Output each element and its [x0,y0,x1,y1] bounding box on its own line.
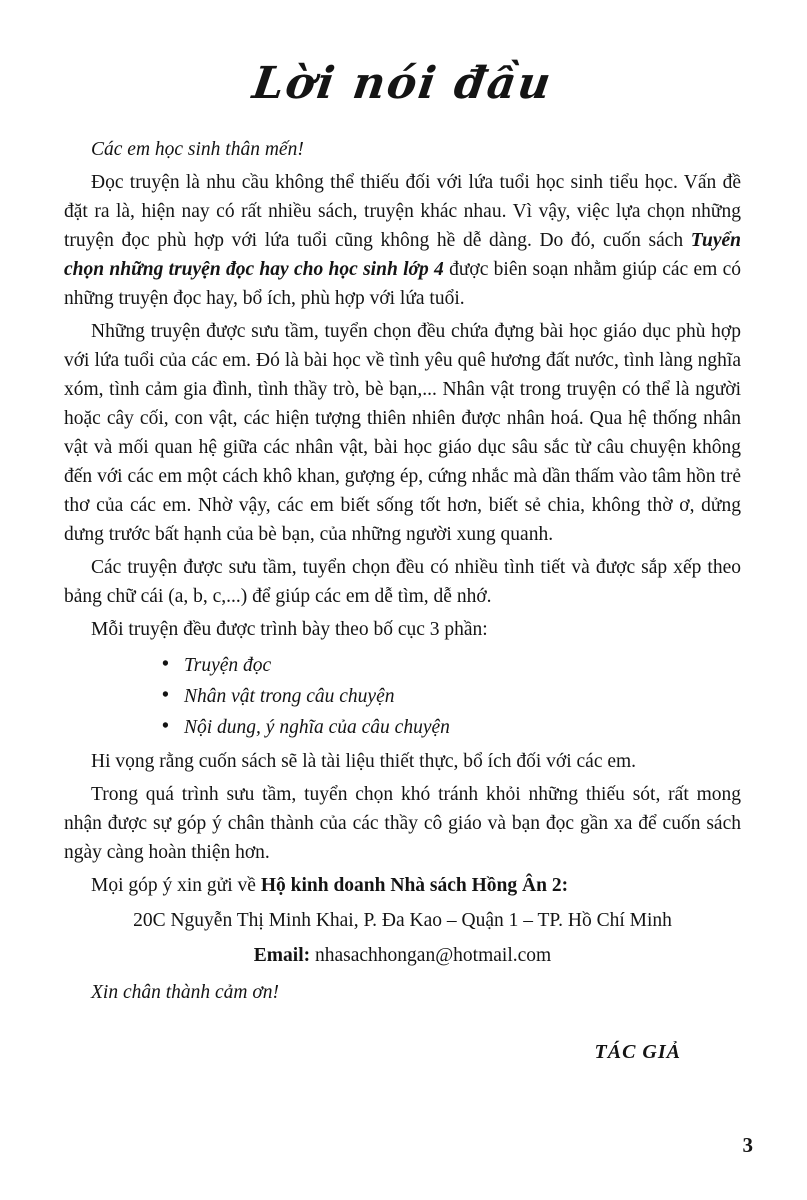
list-item-label: Nhân vật trong câu chuyện [184,686,395,707]
list-item [162,712,741,743]
page-number: 3 [742,1133,753,1157]
paragraph-hope: Hi vọng rằng cuốn sách sẽ là tài liệu thiết thực, bổ ích đối với các em. [91,751,637,772]
bullet-icon: • [162,654,169,675]
page-title: Lời nói đầu [249,58,556,109]
email-label: Email: [253,945,311,966]
publisher-name: Hộ kinh doanh Nhà sách Hồng Ân 2: [260,875,569,896]
publisher-address: 20C Nguyễn Thị Minh Khai, P. Đa Kao – Quận 1 – TP. Hồ Chí Minh [133,910,672,931]
closing-thanks: Xin chân thành cảm ơn! [91,982,280,1003]
paragraph-education: Những truyện được sưu tầm, tuyển chọn đều chứa đựng bài học giáo dục phù hợp với lứa tuổi của các em. Đó là bài học về tình yêu quê hương đất nước, tình làng nghĩa xóm, tình cảm gia đình, tình thầy trò, bè bạn,... Nhân vật trong truyện có thể là người hoặc cây cối, con vật, các hiện tượng thiên nhiên được nhân hoá. Qua hệ thống nhân vật và mối quan hệ giữa các nhân vật, bài học giáo dục sâu sắc từ câu chuyện không đến với các em một cách khô khan, gượng ép, cứng nhắc mà dần thấm vào tâm hồn trẻ thơ của các em. Nhờ vậy, các em biết sống tốt hơn, biết sẻ chia, không thờ ơ, dửng dưng trước bất hạnh của bè bạn, của những người xung quanh. [64,321,741,545]
bullet-icon: • [162,685,169,706]
paragraph-sorting: Các truyện được sưu tầm, tuyển chọn đều có nhiều tình tiết và được sắp xếp theo bảng chữ cái (a, b, c,...) để giúp các em dễ tìm, dễ nhớ. [64,557,741,607]
contact-text: Mọi góp ý xin gửi về [91,875,261,896]
paragraph-intro [64,168,741,313]
list-item [162,650,741,681]
book-title-emphasis: Tuyển chọn những truyện đọc hay cho học sinh lớp 4 [64,230,741,280]
email-line [64,941,741,970]
paragraph-intro-text-after: được biên soạn nhằm giúp các em có những truyện đọc hay, bổ ích, phù hợp với lứa tuổi. [64,259,741,309]
list-item-label: Nội dung, ý nghĩa của câu chuyện [184,717,450,738]
paragraph-feedback: Trong quá trình sưu tầm, tuyển chọn khó tránh khỏi những thiếu sót, rất mong nhận được sự góp ý chân thành của các thầy cô giáo và bạn đọc gần xa để cuốn sách ngày càng hoàn thiện hơn. [64,784,741,863]
structure-bullet-list [162,650,741,743]
paragraph-intro-text: Đọc truyện là nhu cầu không thể thiếu đối với lứa tuổi học sinh tiểu học. Vấn đề đặt ra là, hiện nay có rất nhiều sách, truyện khác nhau. Vì vậy, việc lựa chọn những truyện đọc phù hợp với lứa tuổi cũng không hề dễ dàng. Do đó, cuốn sách [64,172,741,251]
list-item-label: Truyện đọc [184,655,272,676]
email-value: nhasachhongan@hotmail.com [310,945,552,966]
bullet-icon: • [162,716,169,737]
greeting-line: Các em học sinh thân mến! [91,139,304,160]
paragraph-contact [64,871,741,900]
author-signature: TÁC GIẢ [594,1041,681,1063]
list-item [162,681,741,712]
paragraph-structure: Mỗi truyện đều được trình bày theo bố cục 3 phần: [91,619,488,640]
